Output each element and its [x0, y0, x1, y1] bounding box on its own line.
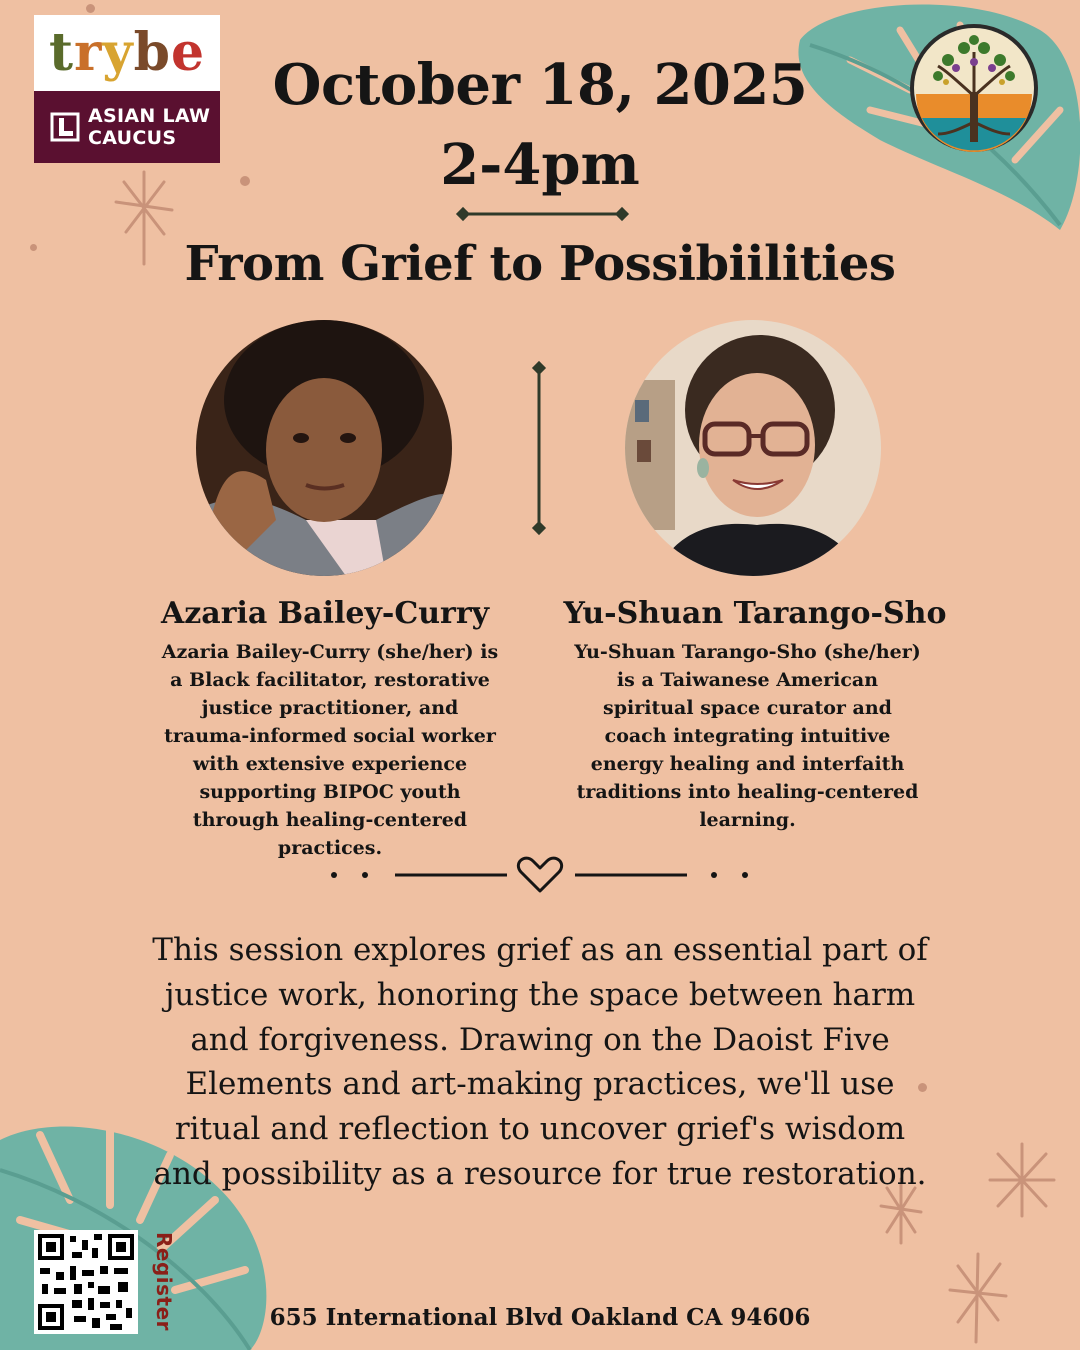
speaker-bio-right: Yu-Shuan Tarango-Sho (she/her) is a Taiwanese American spiritual space curator and coach integrating intuitive energy healing and interfaith traditions into healing-centered learning. — [574, 641, 921, 831]
portrait-icon — [196, 320, 452, 576]
speaker-name-left: Azaria Bailey-Curry — [160, 596, 490, 631]
vertical-divider-icon — [529, 360, 549, 536]
speaker-name-right: Yu-Shuan Tarango-Sho — [563, 596, 947, 631]
heart-divider-icon — [325, 855, 755, 897]
event-time: 2-4pm — [440, 132, 640, 198]
event-date: October 18, 2025 — [272, 52, 808, 118]
divider-ornament-icon — [455, 204, 630, 224]
dot-decoration — [86, 4, 95, 13]
partner-line-1: ASIAN LAW — [88, 105, 211, 127]
event-title: From Grief to Possibiilities — [184, 236, 896, 292]
portrait-icon — [625, 320, 881, 576]
sparkle-star-icon — [986, 1140, 1058, 1220]
trybe-wordmark: trybe — [48, 22, 206, 83]
session-description: This session explores grief as an essential part of justice work, honoring the space between harm and forgiveness. Drawing on the Daoist Five Elements and art-making practices, we'll use ritual and reflection to uncover grief's wisdom and possibility as a resource for true restoration. — [152, 932, 928, 1192]
partner-line-2: CAUCUS — [88, 127, 177, 149]
speaker-photo-right — [625, 320, 881, 576]
register-label[interactable]: Register — [152, 1232, 176, 1332]
speaker-photo-left — [196, 320, 452, 576]
speaker-bio-left: Azaria Bailey-Curry (she/her) is a Black facilitator, restorative justice practitioner, and trauma-informed social worker with extensive experience supporting BIPOC youth through healing-centered practices. — [161, 641, 499, 859]
event-address: 655 International Blvd Oakland CA 94606 — [269, 1304, 811, 1331]
sparkle-star-icon — [946, 1250, 1010, 1346]
